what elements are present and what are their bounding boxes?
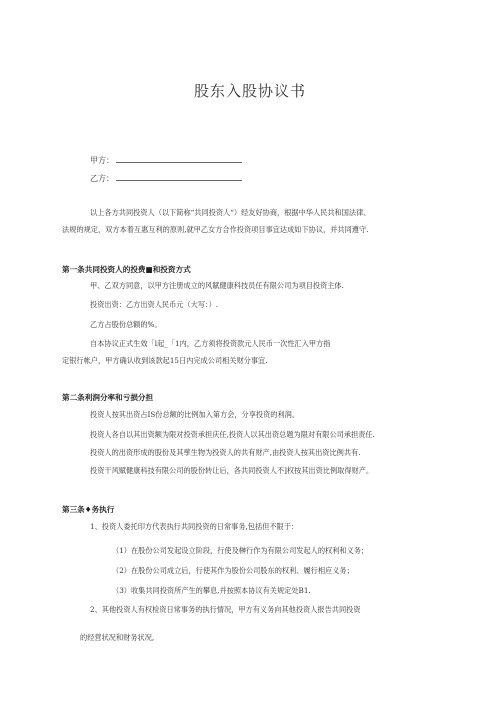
- section3-item2: 2、其他投资人有权检资日常事务的执行情况，甲方有义务向其他投资人报告共同投资: [90, 605, 361, 614]
- document-title: 股东入股协议书: [193, 82, 306, 100]
- section2-p4: 投资干风赋健康科技有限公司的股份转让后，各共同投资人不]权按其出资比例取得财产。: [90, 466, 374, 475]
- section3-sub2: （2）在股份公司成立后，行使其作为股份公司股东的权利、履行相应义务；: [112, 566, 354, 575]
- section2-heading: 第二条利润分率和亏损分担: [62, 393, 154, 402]
- party-b-label: 乙方：: [90, 174, 114, 183]
- section1-heading: 第一条共同投资人的投费■和投资方式: [62, 265, 191, 274]
- intro-line-1: 以上各方共同投资人（以下简称“共同投资人“）经友好协商，根据中华人民共和国法律、: [90, 208, 371, 217]
- section3-heading: 第三条♦务执行: [62, 505, 115, 514]
- party-a-blank: [116, 154, 242, 163]
- section2-p2: 投资人各自以其出资额为限对投资承担庆任,投资人以其出资总题为限对有限公司承担责任.: [90, 430, 375, 439]
- party-a-label: 甲方：: [90, 156, 114, 165]
- section2-p3: 投资人的出资形成的股份及其孳生物为投资人的共有财产,由投资人按其出资比例共有.: [90, 448, 361, 457]
- section1-p1: 甲、乙双方同意，以甲方注册成立的风賦健康科技员任有限公司为项目投资主体.: [90, 281, 344, 290]
- party-a-line: [90, 154, 242, 166]
- section2-p1: 投资人按其出资占IS份总额的比例加入第方会，分享投资的利润。: [90, 410, 300, 419]
- section3-item2-cont: 的经营状况和财务状况,: [80, 633, 155, 642]
- intro-line-2: 法规的规定，双方本着互惠互利的原则,就甲乙女方合作投资项目事宜达成如下协议，并共同遵守.: [62, 225, 369, 234]
- section3-sub3: （3）收集共同投资所产生的攀息,并按照本协议有关规定处B1.: [112, 586, 311, 595]
- section3-sub1: （1）在股份公司发起设立阶段，行使及榊行作为有限公司发起人的权利和义务；: [112, 546, 369, 555]
- section1-p3: 乙方占股份总额的%。: [90, 320, 162, 329]
- party-b-blank: [116, 172, 242, 181]
- section1-p2: 投资出资：乙方出资人民币元（大写：）.: [90, 300, 219, 309]
- section1-p4-line1: 自本协议正式生效「l起_「1内，乙方须将投资款元人民币一次性汇入甲方指: [90, 339, 331, 348]
- section1-p4-line2: 定银行帐户，甲方确认收到该款起15日内完成公司相关财分事宜.: [62, 356, 268, 365]
- section3-item1: 1、投资人委托印方代表执行共同投资的日常事务,包括但不限于：: [90, 522, 299, 531]
- party-b-line: [90, 172, 242, 184]
